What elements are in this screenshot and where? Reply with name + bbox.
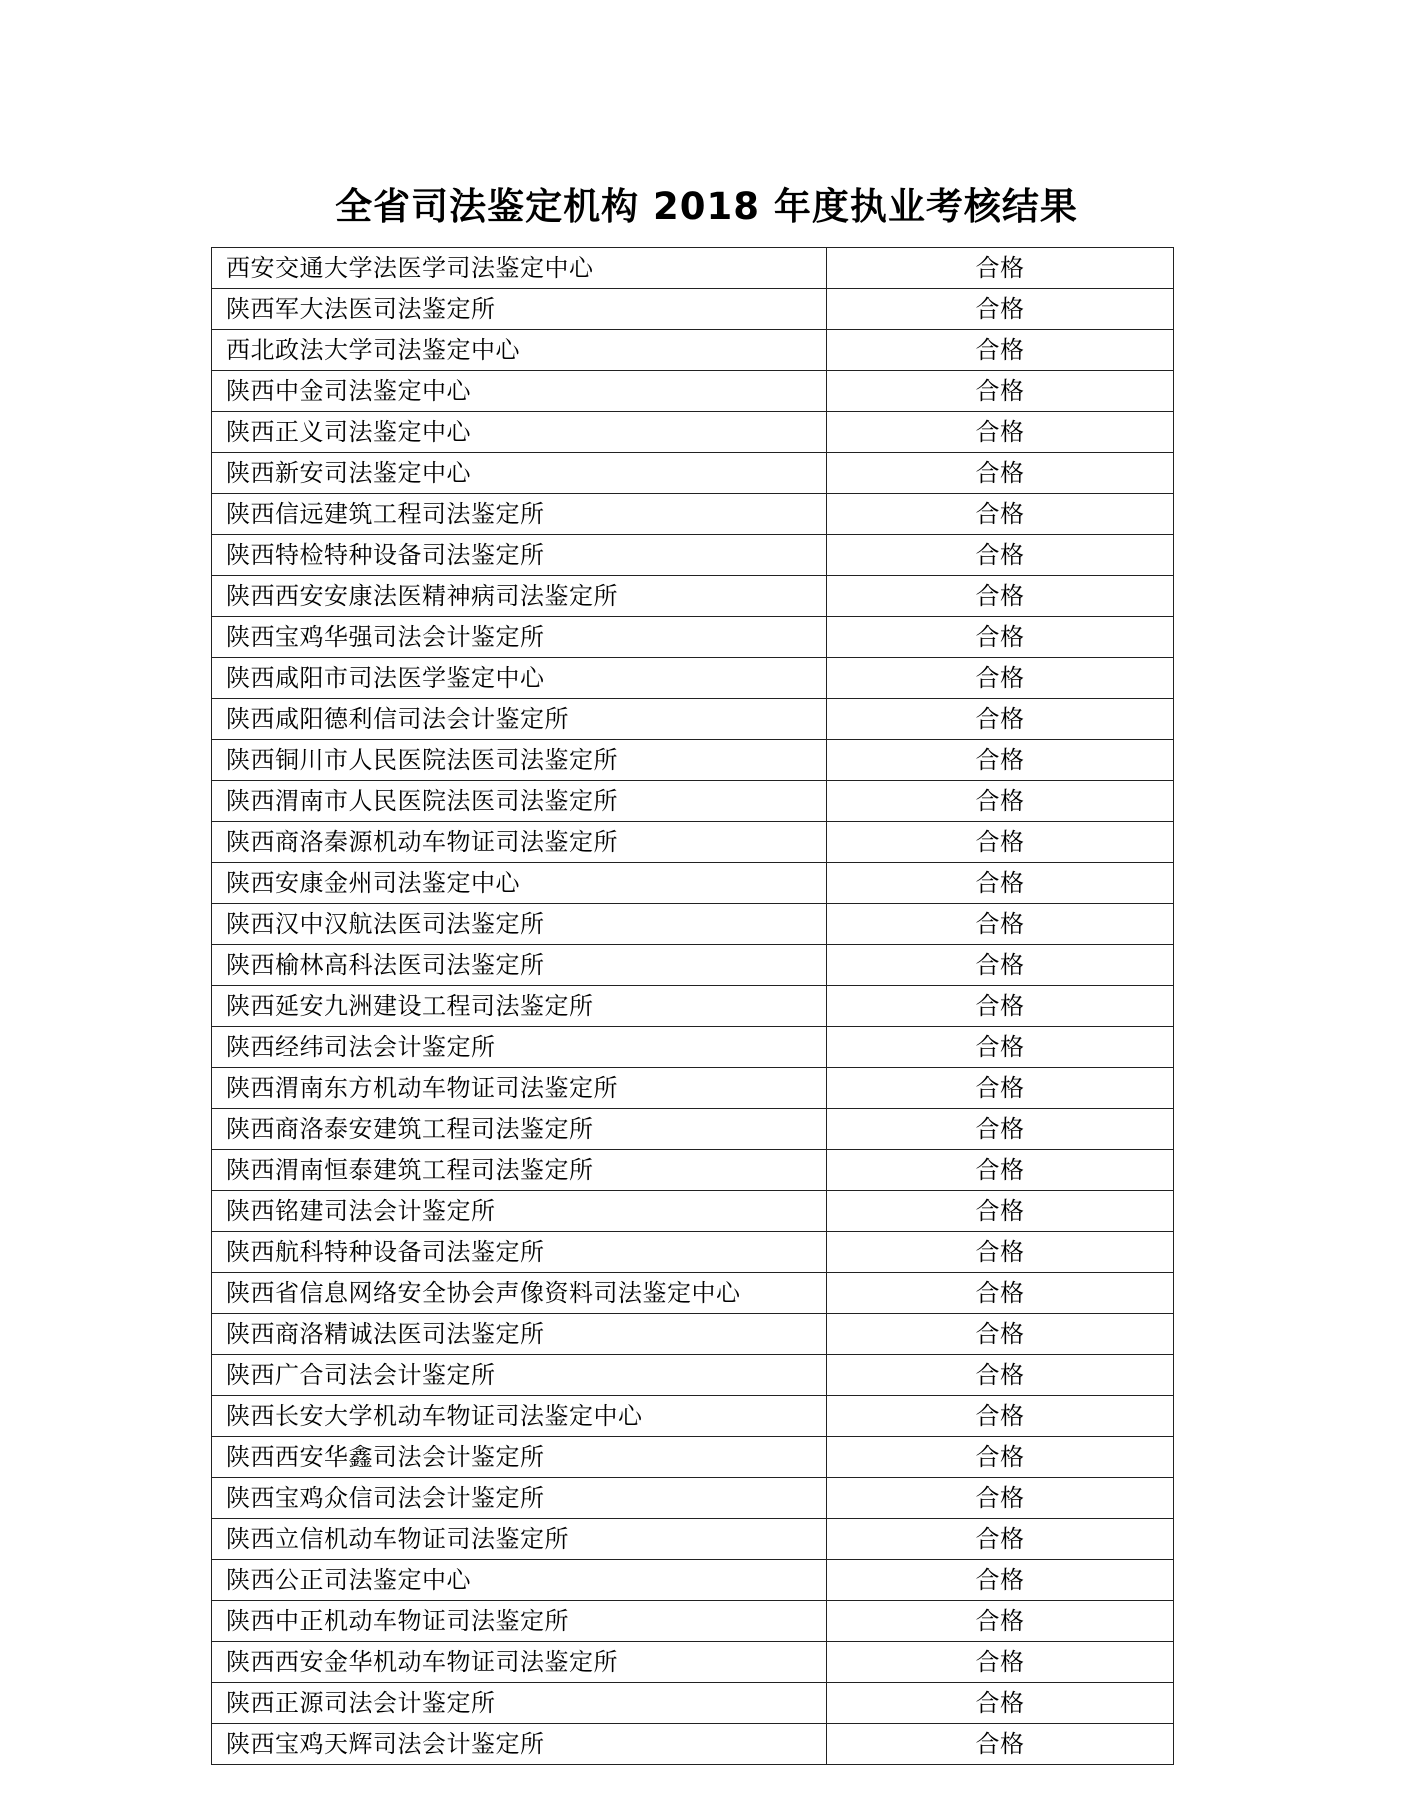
table-row (212, 1601, 1174, 1642)
assessment-result-cell: 合格 (827, 904, 1174, 945)
assessment-result-cell: 合格 (827, 1724, 1174, 1765)
table-row (212, 371, 1174, 412)
institution-name-cell: 陕西榆林高科法医司法鉴定所 (212, 945, 827, 986)
institution-name-cell: 陕西宝鸡华强司法会计鉴定所 (212, 617, 827, 658)
table-row (212, 822, 1174, 863)
table-row (212, 617, 1174, 658)
assessment-result-cell: 合格 (827, 576, 1174, 617)
institution-name-cell: 陕西铜川市人民医院法医司法鉴定所 (212, 740, 827, 781)
institution-name-cell: 陕西立信机动车物证司法鉴定所 (212, 1519, 827, 1560)
institution-name-cell: 陕西渭南东方机动车物证司法鉴定所 (212, 1068, 827, 1109)
assessment-result-cell: 合格 (827, 1027, 1174, 1068)
table-row (212, 1642, 1174, 1683)
assessment-result-cell: 合格 (827, 1519, 1174, 1560)
assessment-result-cell: 合格 (827, 248, 1174, 289)
assessment-result-cell: 合格 (827, 658, 1174, 699)
assessment-result-cell: 合格 (827, 1150, 1174, 1191)
table-row (212, 1150, 1174, 1191)
results-table (211, 247, 1174, 1765)
assessment-result-cell: 合格 (827, 412, 1174, 453)
institution-name-cell: 陕西航科特种设备司法鉴定所 (212, 1232, 827, 1273)
table-row (212, 904, 1174, 945)
table-row (212, 1437, 1174, 1478)
table-row (212, 1355, 1174, 1396)
assessment-result-cell: 合格 (827, 494, 1174, 535)
table-row (212, 1724, 1174, 1765)
assessment-result-cell: 合格 (827, 699, 1174, 740)
table-row (212, 740, 1174, 781)
institution-name-cell: 西北政法大学司法鉴定中心 (212, 330, 827, 371)
institution-name-cell: 陕西渭南市人民医院法医司法鉴定所 (212, 781, 827, 822)
institution-name-cell: 陕西公正司法鉴定中心 (212, 1560, 827, 1601)
institution-name-cell: 陕西延安九洲建设工程司法鉴定所 (212, 986, 827, 1027)
assessment-result-cell: 合格 (827, 1314, 1174, 1355)
assessment-result-cell: 合格 (827, 986, 1174, 1027)
assessment-result-cell: 合格 (827, 535, 1174, 576)
institution-name-cell: 陕西中金司法鉴定中心 (212, 371, 827, 412)
table-row (212, 289, 1174, 330)
assessment-result-cell: 合格 (827, 1191, 1174, 1232)
assessment-result-cell: 合格 (827, 617, 1174, 658)
assessment-result-cell: 合格 (827, 1642, 1174, 1683)
table-row (212, 1109, 1174, 1150)
institution-name-cell: 西安交通大学法医学司法鉴定中心 (212, 248, 827, 289)
assessment-result-cell: 合格 (827, 1396, 1174, 1437)
assessment-result-cell: 合格 (827, 740, 1174, 781)
table-row (212, 494, 1174, 535)
institution-name-cell: 陕西经纬司法会计鉴定所 (212, 1027, 827, 1068)
table-row (212, 1396, 1174, 1437)
assessment-result-cell: 合格 (827, 1437, 1174, 1478)
institution-name-cell: 陕西正源司法会计鉴定所 (212, 1683, 827, 1724)
assessment-result-cell: 合格 (827, 1273, 1174, 1314)
assessment-result-cell: 合格 (827, 781, 1174, 822)
assessment-result-cell: 合格 (827, 822, 1174, 863)
table-row (212, 1519, 1174, 1560)
institution-name-cell: 陕西广合司法会计鉴定所 (212, 1355, 827, 1396)
assessment-result-cell: 合格 (827, 1601, 1174, 1642)
table-row (212, 1273, 1174, 1314)
table-row (212, 1560, 1174, 1601)
assessment-result-cell: 合格 (827, 453, 1174, 494)
institution-name-cell: 陕西西安安康法医精神病司法鉴定所 (212, 576, 827, 617)
institution-name-cell: 陕西新安司法鉴定中心 (212, 453, 827, 494)
table-row (212, 1232, 1174, 1273)
table-row (212, 863, 1174, 904)
assessment-result-cell: 合格 (827, 1355, 1174, 1396)
institution-name-cell: 陕西安康金州司法鉴定中心 (212, 863, 827, 904)
table-row (212, 576, 1174, 617)
institution-name-cell: 陕西正义司法鉴定中心 (212, 412, 827, 453)
table-row (212, 1068, 1174, 1109)
assessment-result-cell: 合格 (827, 1232, 1174, 1273)
table-row (212, 699, 1174, 740)
table-row (212, 330, 1174, 371)
institution-name-cell: 陕西商洛秦源机动车物证司法鉴定所 (212, 822, 827, 863)
table-row (212, 986, 1174, 1027)
assessment-result-cell: 合格 (827, 1683, 1174, 1724)
institution-name-cell: 陕西特检特种设备司法鉴定所 (212, 535, 827, 576)
assessment-result-cell: 合格 (827, 1560, 1174, 1601)
assessment-result-cell: 合格 (827, 945, 1174, 986)
table-row (212, 1683, 1174, 1724)
document-title: 全省司法鉴定机构 2018 年度执业考核结果 (335, 185, 1078, 228)
institution-name-cell: 陕西商洛泰安建筑工程司法鉴定所 (212, 1109, 827, 1150)
institution-name-cell: 陕西西安金华机动车物证司法鉴定所 (212, 1642, 827, 1683)
institution-name-cell: 陕西中正机动车物证司法鉴定所 (212, 1601, 827, 1642)
institution-name-cell: 陕西省信息网络安全协会声像资料司法鉴定中心 (212, 1273, 827, 1314)
institution-name-cell: 陕西信远建筑工程司法鉴定所 (212, 494, 827, 535)
table-row (212, 412, 1174, 453)
table-row (212, 248, 1174, 289)
table-row (212, 945, 1174, 986)
institution-name-cell: 陕西商洛精诚法医司法鉴定所 (212, 1314, 827, 1355)
institution-name-cell: 陕西铭建司法会计鉴定所 (212, 1191, 827, 1232)
institution-name-cell: 陕西宝鸡众信司法会计鉴定所 (212, 1478, 827, 1519)
institution-name-cell: 陕西汉中汉航法医司法鉴定所 (212, 904, 827, 945)
assessment-result-cell: 合格 (827, 1068, 1174, 1109)
table-row (212, 781, 1174, 822)
assessment-result-cell: 合格 (827, 1109, 1174, 1150)
institution-name-cell: 陕西长安大学机动车物证司法鉴定中心 (212, 1396, 827, 1437)
institution-name-cell: 陕西咸阳市司法医学鉴定中心 (212, 658, 827, 699)
institution-name-cell: 陕西咸阳德利信司法会计鉴定所 (212, 699, 827, 740)
table-row (212, 453, 1174, 494)
institution-name-cell: 陕西军大法医司法鉴定所 (212, 289, 827, 330)
assessment-result-cell: 合格 (827, 289, 1174, 330)
institution-name-cell: 陕西西安华鑫司法会计鉴定所 (212, 1437, 827, 1478)
institution-name-cell: 陕西渭南恒泰建筑工程司法鉴定所 (212, 1150, 827, 1191)
institution-name-cell: 陕西宝鸡天辉司法会计鉴定所 (212, 1724, 827, 1765)
table-row (212, 1478, 1174, 1519)
table-row (212, 1314, 1174, 1355)
assessment-result-cell: 合格 (827, 863, 1174, 904)
table-row (212, 1191, 1174, 1232)
table-row (212, 1027, 1174, 1068)
results-table-body (212, 248, 1174, 1765)
assessment-result-cell: 合格 (827, 371, 1174, 412)
table-row (212, 658, 1174, 699)
assessment-result-cell: 合格 (827, 1478, 1174, 1519)
assessment-result-cell: 合格 (827, 330, 1174, 371)
table-row (212, 535, 1174, 576)
